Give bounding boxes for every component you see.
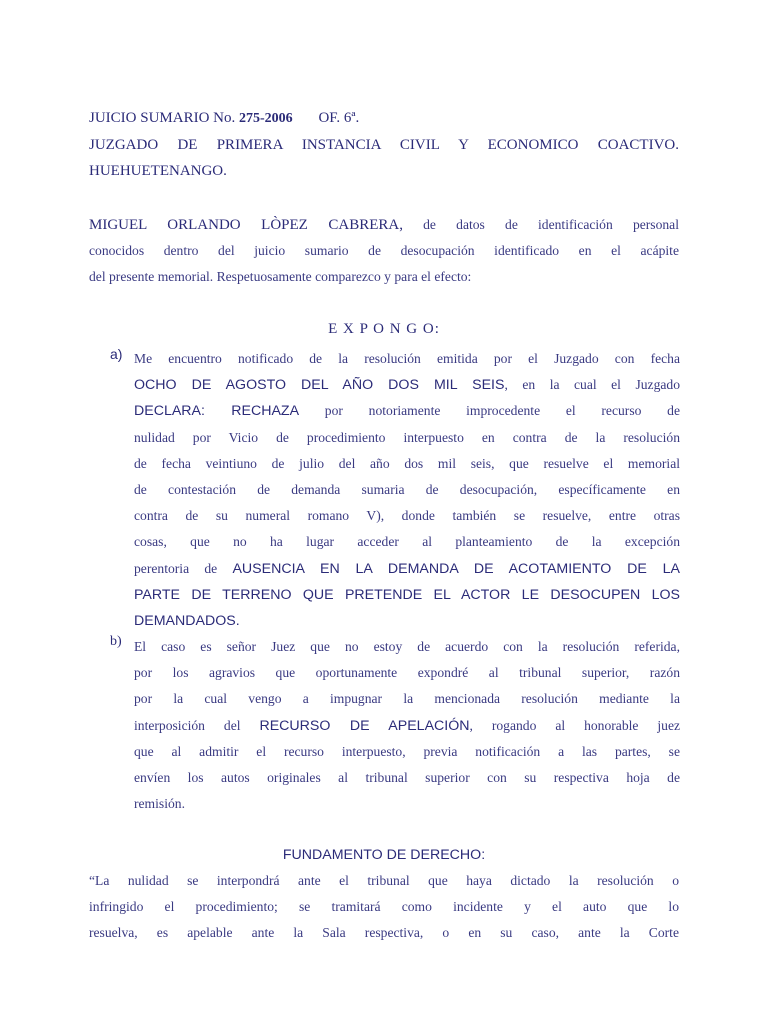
case-prefix: JUICIO SUMARIO No. (89, 110, 236, 126)
item-b-line-rest: , rogando al honorable juez (469, 717, 681, 733)
item-a-line: de contestación de demanda sumaria de desocupación, específicamente en (134, 482, 680, 498)
exception-emphasis: AUSENCIA EN LA DEMANDA DE ACOTAMIENTO DE LA (232, 560, 680, 577)
intro-line1-rest: de datos de identificación personal (402, 217, 679, 232)
item-b-line: que al admitir el recurso interpuesto, previa notificación a las partes, se (134, 743, 680, 759)
item-b-line: El caso es señor Juez que no estoy de acuerdo con la resolución referida, (134, 639, 680, 654)
item-a-line-pre: perentoria de (134, 560, 233, 576)
fundamento-line: infringido el procedimiento; se tramitará como incidente y el auto que lo (89, 899, 679, 914)
intro-line2: conocidos dentro del juicio sumario de desocupación identificado en el acápite (89, 243, 679, 258)
item-b-line (134, 713, 680, 739)
item-a-line: de fecha veintiuno de julio del año dos mil seis, que resuelve el memorial (134, 455, 680, 471)
appeal-emphasis: RECURSO DE APELACIÓN (259, 717, 470, 734)
court-name: JUZGADO DE PRIMERA INSTANCIA CIVIL Y ECONOMICO COACTIVO. (89, 137, 679, 153)
item-a-line (134, 398, 680, 424)
petitioner-name: MIGUEL ORLANDO LÒPEZ CABRERA, (89, 217, 403, 233)
item-b-line: por la cual vengo a impugnar la mencionada resolución mediante la (134, 691, 680, 707)
item-a-line: contra de su numeral romano V), donde también se resuelve, entre otras (134, 508, 680, 524)
fundamento-paragraph (89, 868, 679, 946)
item-b-line-pre: interposición del (134, 717, 260, 733)
intro-paragraph (89, 212, 679, 290)
item-a-line (134, 372, 680, 398)
list-item-b-text (134, 634, 680, 817)
list-marker-b: b) (110, 634, 122, 649)
exception-emphasis: PARTE DE TERRENO QUE PRETENDE EL ACTOR LE DESOCUPEN LOS (134, 586, 680, 603)
item-a-line: Me encuentro notificado de la resolución emitida por el Juzgado con fecha (134, 351, 680, 366)
section-title-expongo: E X P O N G O: (328, 321, 440, 337)
case-heading (89, 110, 679, 127)
item-a-line (134, 608, 680, 634)
section-title-fundamento: FUNDAMENTO DE DERECHO: (282, 847, 486, 863)
ruling-emphasis: DECLARA: RECHAZA (134, 403, 300, 420)
intro-line3: del presente memorial. Respetuosamente comparezco y para el efecto: (89, 269, 472, 284)
list-item-a-text (134, 346, 680, 634)
fundamento-line: resuelva, es apelable ante la Sala respectiva, o en su caso, ante la Corte (89, 925, 679, 940)
list-marker-a: a) (110, 346, 123, 362)
item-b-line: por los agravios que oportunamente expondré al tribunal superior, razón (134, 665, 680, 681)
item-a-line: cosas, que no ha lugar acceder al planteamiento de la excepción (134, 534, 680, 550)
court-city: HUEHUETENANGO. (89, 163, 227, 179)
case-number: 275-2006 (239, 111, 293, 126)
item-a-line-rest: , en la cual el Juzgado (504, 377, 680, 393)
date-emphasis: OCHO DE AGOSTO DEL AÑO DOS MIL SEIS (134, 377, 505, 394)
item-a-line-rest: por notoriamente improcedente el recurso de (299, 403, 680, 419)
office-number: OF. 6ª. (318, 110, 360, 126)
item-a-line: nulidad por Vicio de procedimiento interpuesto en contra de la resolución (134, 429, 680, 445)
item-b-line: remisión. (134, 796, 185, 812)
item-a-line (134, 556, 680, 582)
item-b-line: envíen los autos originales al tribunal superior con su respectiva hoja de (134, 770, 680, 786)
exception-emphasis: DEMANDADOS. (134, 613, 240, 630)
item-a-line (134, 582, 680, 608)
fundamento-line: “La nulidad se interpondrá ante el tribunal que haya dictado la resolución o (89, 873, 679, 888)
